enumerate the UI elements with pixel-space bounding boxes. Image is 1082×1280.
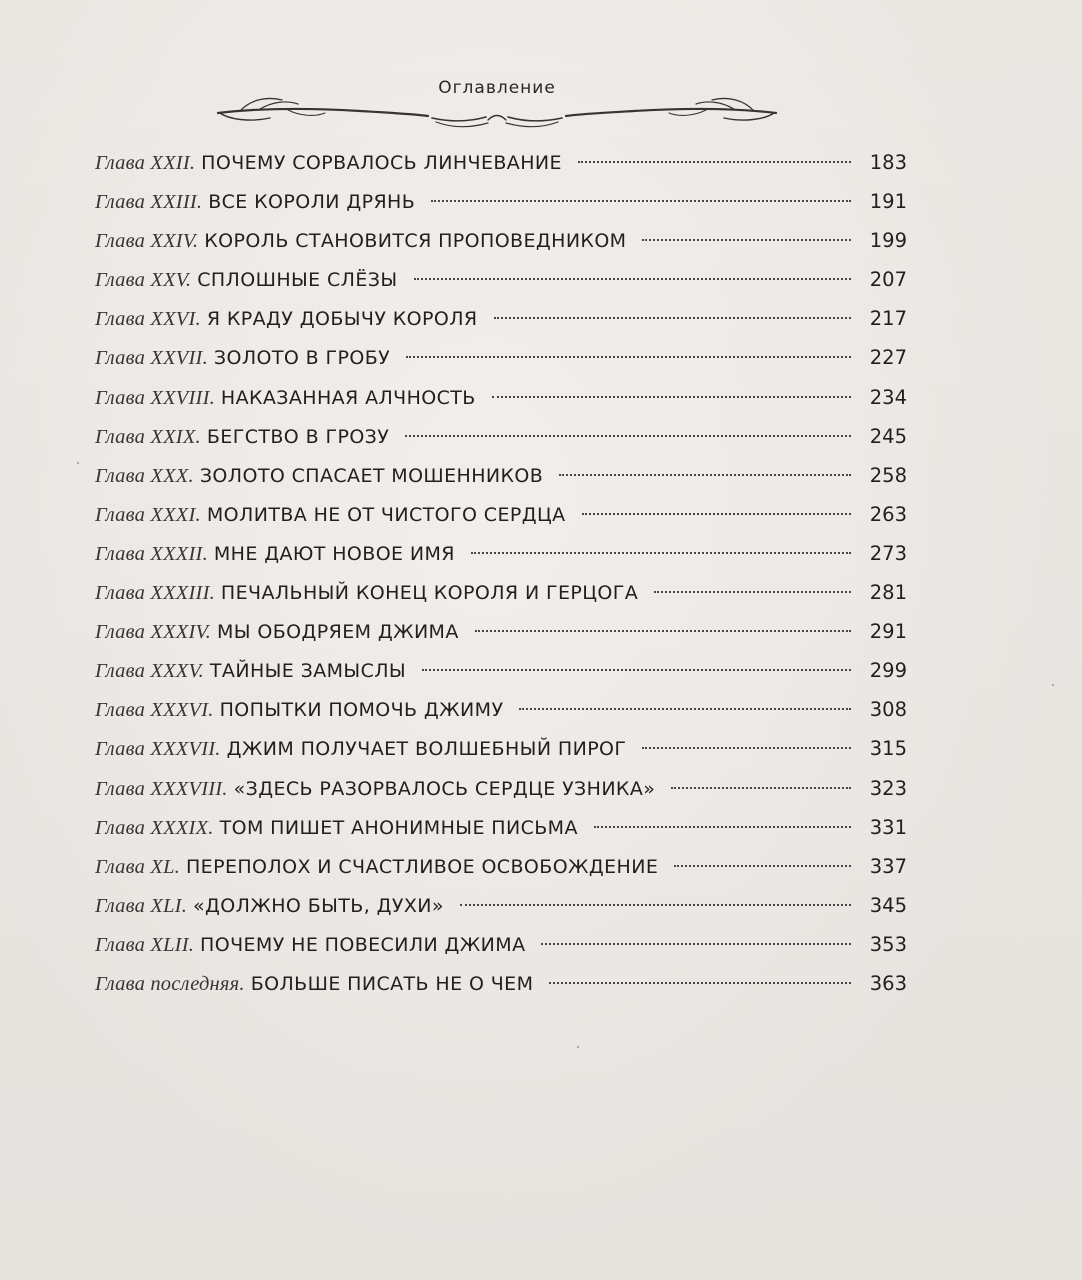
chapter-title: НАКАЗАННАЯ АЛЧНОСТЬ [220,386,476,409]
page-number: 258 [869,463,907,487]
toc-entry [95,495,907,534]
toc-entry [95,221,907,260]
page-number: 308 [869,698,907,722]
chapter-number: Глава XXXI. [95,503,201,526]
page-number: 199 [869,229,907,253]
dot-leader [422,669,851,671]
toc-entry [95,886,907,925]
chapter-title: ТАЙНЫЕ ЗАМЫСЛЫ [209,660,407,683]
dot-leader [460,904,851,906]
paper-speck [577,1046,579,1048]
dot-leader [654,591,851,593]
page-number: 281 [869,581,907,605]
chapter-number: Глава XXV. [95,269,192,292]
chapter-title: ВСЕ КОРОЛИ ДРЯНЬ [208,191,416,214]
chapter-number: Глава XXXVII. [95,738,221,761]
page-number: 207 [869,268,907,292]
toc-entry [95,417,907,456]
toc-entry [95,847,907,886]
page-number: 323 [869,776,907,800]
chapter-title: ТОМ ПИШЕТ АНОНИМНЫЕ ПИСЬМА [219,816,578,839]
dot-leader [578,161,851,163]
dot-leader [559,474,851,476]
toc-entry [95,651,907,690]
page-number: 315 [869,737,907,761]
page-number: 234 [869,385,907,409]
page-number: 245 [869,424,907,448]
toc-entry [95,534,907,573]
chapter-number: Глава XXVI. [95,308,201,331]
dot-leader [674,865,851,867]
toc-entry [95,769,907,808]
chapter-number: Глава XXXIX. [95,816,214,839]
toc-entry [95,299,907,338]
dot-leader [475,630,851,632]
page-number: 191 [869,190,907,214]
toc-entry [95,378,907,417]
chapter-number: Глава последняя. [95,972,245,995]
page-number: 331 [869,815,907,839]
decorative-flourish-icon [200,86,794,136]
dot-leader [494,317,851,319]
dot-leader [642,239,851,241]
toc-entry [95,690,907,729]
toc-entry [95,260,907,299]
toc-entry [95,182,907,221]
dot-leader [471,552,851,554]
toc-entry [95,143,907,182]
page-number: 227 [869,346,907,370]
chapter-number: Глава XXVIII. [95,386,215,409]
page-number: 353 [869,932,907,956]
dot-leader [406,356,851,358]
toc-entry [95,729,907,768]
dot-leader [549,982,851,984]
chapter-title: «ДОЛЖНО БЫТЬ, ДУХИ» [193,894,444,917]
toc-header [200,76,794,136]
chapter-title: ДЖИМ ПОЛУЧАЕТ ВОЛШЕБНЫЙ ПИРОГ [226,738,627,761]
chapter-title: МОЛИТВА НЕ ОТ ЧИСТОГО СЕРДЦА [206,503,566,526]
toc-entry [95,612,907,651]
dot-leader [414,278,851,280]
chapter-number: Глава XXXVIII. [95,777,228,800]
page-number: 345 [869,893,907,917]
dot-leader [671,787,851,789]
paper-speck [1052,684,1054,686]
table-of-contents [95,143,907,1003]
dot-leader [519,708,851,710]
chapter-number: Глава XXVII. [95,347,208,370]
paper-speck [77,462,79,464]
page-number: 273 [869,541,907,565]
dot-leader [492,396,851,398]
toc-entry [95,456,907,495]
chapter-title: ПОЧЕМУ НЕ ПОВЕСИЛИ ДЖИМА [200,933,526,956]
chapter-number: Глава XL. [95,855,180,878]
chapter-number: Глава XXXIV. [95,621,211,644]
toc-entry [95,338,907,377]
dot-leader [642,747,851,749]
chapter-number: Глава XXIII. [95,191,203,214]
chapter-title: ЗОЛОТО В ГРОБУ [213,347,391,370]
chapter-number: Глава XXXII. [95,542,208,565]
chapter-number: Глава XXIX. [95,425,201,448]
page-number: 337 [869,854,907,878]
chapter-title: БЕГСТВО В ГРОЗУ [206,425,390,448]
chapter-number: Глава XXXV. [95,660,204,683]
chapter-title: ПОЧЕМУ СОРВАЛОСЬ ЛИНЧЕВАНИЕ [201,152,562,174]
page-number: 217 [869,307,907,331]
page-number: 183 [869,151,907,174]
chapter-number: Глава XXII. [95,152,196,174]
page-number: 363 [869,971,907,995]
chapter-number: Глава XLI. [95,894,188,917]
toc-entry [95,925,907,964]
chapter-number: Глава XXIV. [95,230,199,253]
dot-leader [541,943,851,945]
chapter-number: Глава XXXVI. [95,699,214,722]
chapter-number: Глава XXX. [95,464,194,487]
chapter-title: ЗОЛОТО СПАСАЕТ МОШЕННИКОВ [199,464,544,487]
page-title: Оглавление [438,78,556,98]
toc-entry [95,573,907,612]
chapter-number: Глава XLII. [95,933,195,956]
page-number: 291 [869,620,907,644]
dot-leader [594,826,851,828]
chapter-title: ПЕЧАЛЬНЫЙ КОНЕЦ КОРОЛЯ И ГЕРЦОГА [220,582,639,605]
chapter-title: МНЕ ДАЮТ НОВОЕ ИМЯ [213,542,455,565]
dot-leader [405,435,851,437]
chapter-title: ПОПЫТКИ ПОМОЧЬ ДЖИМУ [219,699,504,722]
dot-leader [431,200,851,202]
toc-entry [95,964,907,1003]
chapter-title: СПЛОШНЫЕ СЛЁЗЫ [197,269,398,292]
chapter-title: ПЕРЕПОЛОХ И СЧАСТЛИВОЕ ОСВОБОЖДЕНИЕ [186,855,659,878]
chapter-number: Глава XXXIII. [95,582,215,605]
chapter-title: «ЗДЕСЬ РАЗОРВАЛОСЬ СЕРДЦЕ УЗНИКА» [233,777,656,800]
chapter-title: Я КРАДУ ДОБЫЧУ КОРОЛЯ [206,308,478,331]
page-number: 299 [869,659,907,683]
chapter-title: БОЛЬШЕ ПИСАТЬ НЕ О ЧЕМ [250,972,534,995]
toc-entry [95,808,907,847]
page-number: 263 [869,502,907,526]
chapter-title: МЫ ОБОДРЯЕМ ДЖИМА [216,621,459,644]
dot-leader [582,513,851,515]
chapter-title: КОРОЛЬ СТАНОВИТСЯ ПРОПОВЕДНИКОМ [204,230,627,253]
